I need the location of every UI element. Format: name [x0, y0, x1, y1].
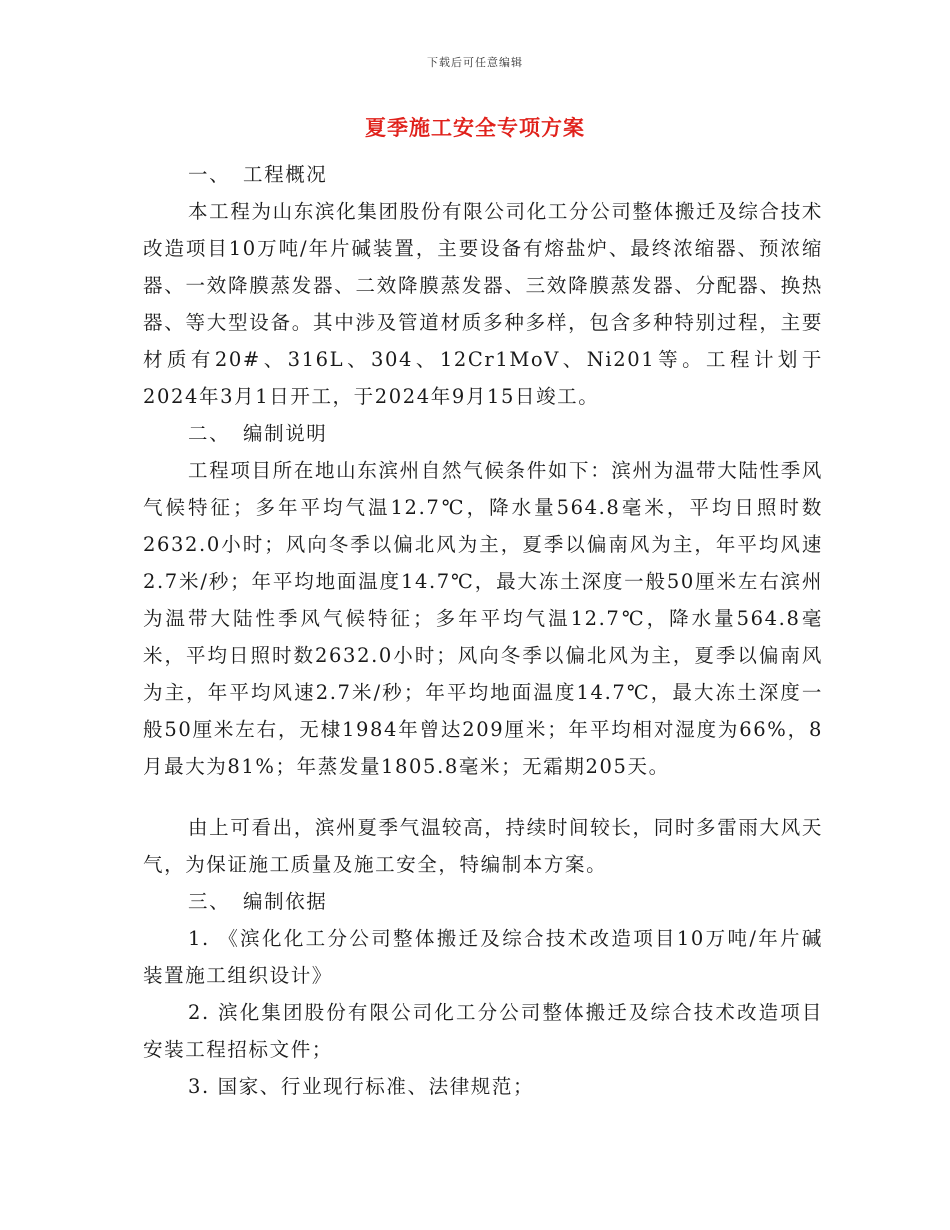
section-number: 三、 [188, 890, 231, 913]
basis-item: 3. 国家、行业现行标准、法律规范； [188, 1075, 535, 1098]
document-title: 夏季施工安全专项方案 [365, 115, 585, 140]
section-number: 二、 [188, 422, 231, 445]
section-title: 工程概况 [243, 163, 328, 186]
section-heading-basis [143, 883, 823, 920]
section-title: 编制依据 [243, 890, 328, 913]
section-title: 编制说明 [243, 422, 328, 445]
conclusion-paragraph: 由上可看出，滨州夏季气温较高，持续时间较长，同时多雷雨大风天气，为保证施工质量及施工安全，特编制本方案。 [143, 816, 823, 876]
document-body [143, 156, 823, 1105]
overview-paragraph: 本工程为山东滨化集团股份有限公司化工分公司整体搬迁及综合技术改造项目10万吨/年片碱装置，主要设备有熔盐炉、最终浓缩器、预浓缩器、一效降膜蒸发器、二效降膜蒸发器、三效降膜蒸发器、分配器、换热器、等大型设备。其中涉及管道材质多种多样，包含多种特别过程，主要材质有20#、316L、304、12Cr1MoV、Ni201等。工程计划于2024年3月1日开工，于2024年9月15日竣工。 [143, 200, 823, 408]
section-heading-explanation [143, 415, 823, 452]
basis-item: 1. 《滨化化工分公司整体搬迁及综合技术改造项目10万吨/年片碱装置施工组织设计》 [143, 927, 823, 987]
climate-paragraph: 工程项目所在地山东滨州自然气候条件如下：滨州为温带大陆性季风气候特征；多年平均气温12.7℃，降水量564.8毫米，平均日照时数2632.0小时；风向冬季以偏北风为主，夏季以偏南风为主，年平均风速2.7米/秒；年平均地面温度14.7℃，最大冻土深度一般50厘米左右滨州为温带大陆性季风气候特征；多年平均气温12.7℃，降水量564.8毫米，平均日照时数2632.0小时；风向冬季以偏北风为主，夏季以偏南风为主，年平均风速2.7米/秒；年平均地面温度14.7℃，最大冻土深度一般50厘米左右，无棣1984年曾达209厘米；年平均相对湿度为66%，8月最大为81%；年蒸发量1805.8毫米；无霜期205天。 [143, 459, 823, 778]
paragraph-gap [143, 785, 823, 809]
section-heading-overview [143, 156, 823, 193]
page-header-note: 下载后可任意编辑 [427, 56, 523, 69]
section-number: 一、 [188, 163, 231, 186]
basis-item: 2. 滨化集团股份有限公司化工分公司整体搬迁及综合技术改造项目安装工程招标文件； [143, 1001, 823, 1061]
